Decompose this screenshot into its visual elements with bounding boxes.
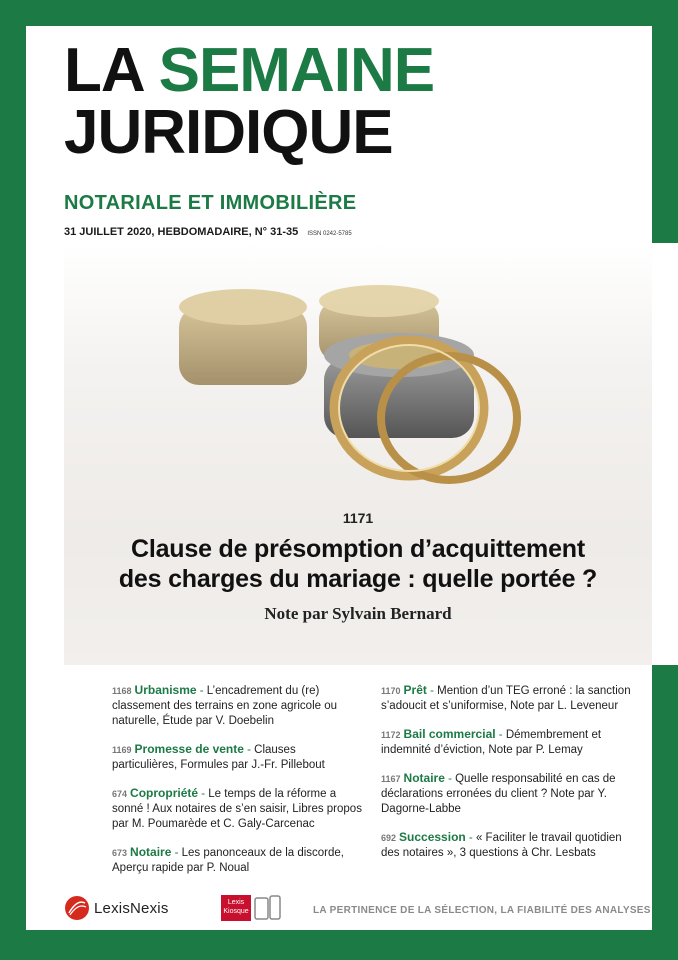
toc-entry-number: 692	[381, 833, 397, 843]
masthead-title-line1	[64, 36, 624, 105]
toc-entry-topic: Notaire	[403, 771, 445, 785]
toc-entry-number: 674	[112, 789, 128, 799]
toc-entry-text: Les panonceaux de la discorde, Aperçu rapide par P. Noual	[112, 847, 345, 874]
toc-entry-topic: Prêt	[403, 683, 427, 697]
footer	[64, 893, 651, 927]
toc-entry-number: 1167	[381, 774, 401, 784]
toc-entry-topic: Notaire	[130, 845, 172, 859]
lexisnexis-logo[interactable]	[64, 895, 169, 921]
masthead-word-semaine: SEMAINE	[158, 36, 435, 105]
frame-left	[0, 0, 26, 960]
headline-line1: Clause de présomption d’acquittement	[131, 535, 585, 563]
issn: ISSN 0242-5785	[307, 231, 352, 237]
toc-entry-text: Mention d’un TEG erroné : la sanction s’adoucit et s’uniformise, Note par L. Leveneur	[381, 685, 631, 712]
toc-entry-topic: Copropriété	[130, 786, 199, 800]
issue-dateline	[64, 226, 352, 238]
toc-entry-number: 1172	[381, 730, 401, 740]
photo-bleed	[652, 243, 678, 665]
toc-entry-number: 1168	[112, 686, 132, 696]
toc-right-column	[381, 683, 631, 874]
masthead-word-la: LA	[64, 36, 143, 105]
toc-entry[interactable]: 1168 Urbanisme - L’encadrement du (re) classement des terrains en zone agricole ou naturelle, Étude par V. Doebelin	[112, 683, 338, 727]
cover-story	[64, 510, 652, 624]
masthead	[64, 36, 624, 167]
kiosque-label-line1: Lexis	[227, 899, 245, 906]
toc-entry[interactable]: 1169 Promesse de vente - Clauses particulières, Formules par J.-Fr. Pillebout	[112, 742, 325, 771]
toc-entry-topic: Urbanisme	[134, 683, 197, 697]
toc-entry[interactable]: 673 Notaire - Les panonceaux de la discorde, Aperçu rapide par P. Noual	[112, 845, 345, 874]
footer-tagline: LA PERTINENCE DE LA SÉLECTION, LA FIABILITÉ DES ANALYSES	[313, 905, 651, 916]
toc-entry[interactable]: 1172 Bail commercial - Démembrement et indemnité d’éviction, Note par P. Lemay	[381, 727, 602, 756]
toc-entry-topic: Promesse de vente	[134, 742, 244, 756]
toc-entry-text: Clauses particulières, Formules par J.-Fr. Pillebout	[112, 744, 325, 771]
toc-entry-text: Le temps de la réforme a sonné ! Aux notaires de s’en saisir, Libres propos par M. Poumarède et C. Galy-Carcenac	[112, 788, 362, 830]
issue-date: 31 JUILLET 2020, HEBDOMADAIRE, N° 31-35	[64, 226, 299, 238]
kiosque-label-line2: Kiosque	[223, 908, 249, 915]
masthead-title-line2: JURIDIQUE	[64, 98, 393, 167]
toc-entry-number: 673	[112, 848, 128, 858]
toc-entry-topic: Succession	[399, 830, 466, 844]
toc-entry[interactable]: 1167 Notaire - Quelle responsabilité en cas de déclarations erronées du client ? Note par Y. Dagorne-Labbe	[381, 771, 616, 815]
toc-left-column	[112, 683, 362, 889]
devices-icon	[254, 895, 282, 921]
toc-entry-topic: Bail commercial	[403, 727, 496, 741]
masthead-subtitle: NOTARIALE ET IMMOBILIÈRE	[64, 192, 357, 214]
toc-entry-text: « Faciliter le travail quotidien des notaires », 3 questions à Chr. Lesbats	[381, 832, 622, 859]
toc-entry-number: 1170	[381, 686, 401, 696]
lexisnexis-logo-icon	[64, 895, 90, 921]
toc-entry-text: L’encadrement du (re) classement des terrains en zone agricole ou naturelle, Étude par V. Doebelin	[112, 685, 338, 727]
toc-entry-text: Démembrement et indemnité d’éviction, Note par P. Lemay	[381, 729, 602, 756]
toc-entry[interactable]: 674 Copropriété - Le temps de la réforme a sonné ! Aux notaires de s’en saisir, Libres propos par M. Poumarède et C. Galy-Carcenac	[112, 786, 362, 830]
cover-story-headline	[64, 534, 652, 594]
toc-entry[interactable]: 692 Succession - « Faciliter le travail quotidien des notaires », 3 questions à Chr. Lesbats	[381, 830, 622, 859]
frame-top	[0, 0, 678, 26]
cover-story-byline: Note par Sylvain Bernard	[264, 604, 452, 623]
kiosque-logo-icon[interactable]	[221, 895, 251, 921]
frame-bottom	[0, 930, 678, 960]
toc-entry-number: 1169	[112, 745, 132, 755]
headline-line2: des charges du mariage : quelle portée ?	[118, 565, 598, 593]
lexisnexis-wordmark: LexisNexis	[94, 899, 169, 917]
toc-entry-text: Quelle responsabilité en cas de déclarations erronées du client ? Note par Y. Dagorne-Labbe	[381, 773, 616, 815]
toc-entry[interactable]: 1170 Prêt - Mention d’un TEG erroné : la sanction s’adoucit et s’uniformise, Note par L. Leveneur	[381, 683, 631, 712]
cover-story-number: 1171	[342, 510, 374, 526]
